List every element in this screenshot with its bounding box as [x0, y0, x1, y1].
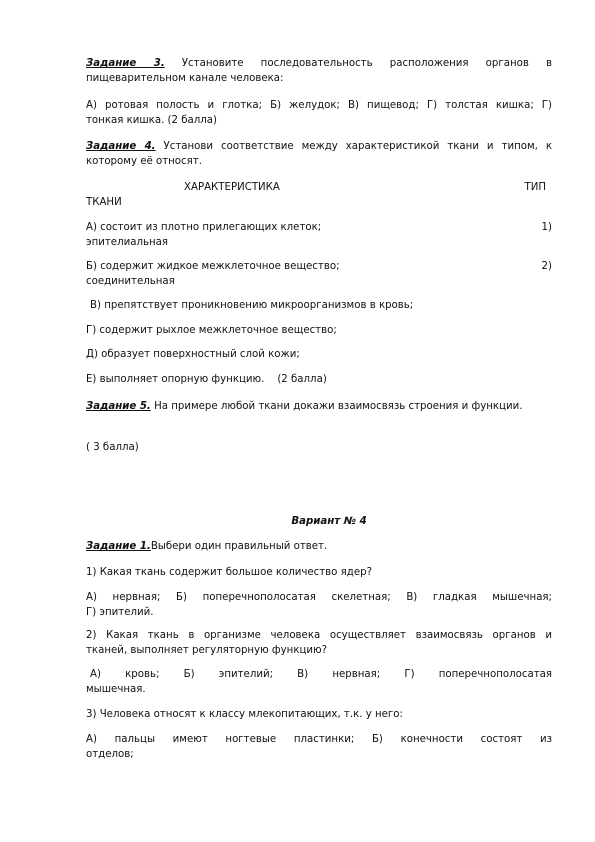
task4-label: Задание 4.	[86, 141, 156, 152]
question-1-options-line2: Г) эпителий.	[86, 607, 154, 618]
header-characteristic: ХАРАКТЕРИСТИКА	[184, 182, 280, 193]
task4-item-v: В) препятствует проникновению микроорганизмов в кровь;	[90, 300, 414, 311]
question-3-options-line1: А) пальцы имеют ногтевые пластинки; Б) конечности состоят из	[86, 734, 552, 745]
question-2-line1: 2) Какая ткань в организме человека осуществляет взаимосвязь органов и	[86, 630, 552, 641]
question-1-options	[86, 590, 552, 620]
item-e-points: (2 балла)	[277, 374, 327, 385]
header-tissue: ТКАНИ	[86, 197, 122, 208]
task5-points: ( 3 балла)	[86, 442, 139, 453]
question-2-options	[86, 667, 552, 697]
task3-options-line2: тонкая кишка. (2 балла)	[86, 115, 218, 126]
question-1: 1) Какая ткань содержит большое количество ядер?	[86, 567, 372, 578]
task3-options	[86, 98, 552, 128]
question-2-options-line2: мышечная.	[86, 684, 146, 695]
question-3-options	[86, 732, 552, 762]
task4-table-header	[86, 180, 552, 210]
task4-block	[86, 139, 552, 169]
task3-line1	[86, 56, 552, 71]
item-e-text: Е) выполняет опорную функцию.	[86, 374, 265, 385]
variant4-title: Вариант № 4	[291, 516, 367, 527]
task4-line1	[86, 139, 552, 154]
item-a-text: А) состоит из плотно прилегающих клеток;	[86, 222, 322, 233]
type-1-name: эпителиальная	[86, 237, 168, 248]
question-1-options-line1: А) нервная; Б) поперечнополосатая скелетная; В) гладкая мышечная;	[86, 592, 552, 603]
question-3-options-line2: отделов;	[86, 749, 134, 760]
task4-item-a	[86, 220, 552, 250]
task4-text-line2: которому её относят.	[86, 156, 202, 167]
task3-options-line1: А) ротовая полость и глотка; Б) желудок; В) пищевод; Г) толстая кишка; Г)	[86, 100, 552, 111]
item-b-text: Б) содержит жидкое межклеточное вещество;	[86, 261, 340, 272]
task4-item-d: Д) образует поверхностный слой кожи;	[86, 349, 300, 360]
question-2-options-line1: А) кровь; Б) эпителий; В) нервная; Г) поперечнополосатая	[90, 669, 552, 680]
task3-label: Задание 3.	[86, 58, 165, 69]
task3-block	[86, 56, 552, 86]
task4-item-g: Г) содержит рыхлое межклеточное вещество;	[86, 325, 337, 336]
question-3: 3) Человека относят к классу млекопитающих, т.к. у него:	[86, 709, 403, 720]
question-2	[86, 628, 552, 658]
task5-label: Задание 5.	[86, 401, 151, 412]
task5-block	[86, 399, 552, 414]
type-2-number: 2)	[541, 261, 552, 272]
type-2-name: соединительная	[86, 276, 175, 287]
task3-text-line2: пищеварительном канале человека:	[86, 73, 284, 84]
task5-text: На примере любой ткани докажи взаимосвязь строения и функции.	[154, 401, 523, 412]
question-2-line2: тканей, выполняет регуляторную функцию?	[86, 645, 328, 656]
variant4-task1	[86, 539, 552, 554]
task4-item-e	[86, 372, 552, 387]
type-1-number: 1)	[541, 222, 552, 233]
task4-item-b	[86, 259, 552, 289]
task4-text-line1: Установи соответствие между характеристикой ткани и типом, к	[163, 141, 553, 152]
variant4-task1-text: Выбери один правильный ответ.	[150, 541, 328, 552]
header-type: ТИП	[524, 182, 546, 193]
variant4-task1-label: Задание 1.	[86, 541, 151, 552]
task3-text-line1: Установите последовательность расположения органов в	[181, 58, 553, 69]
